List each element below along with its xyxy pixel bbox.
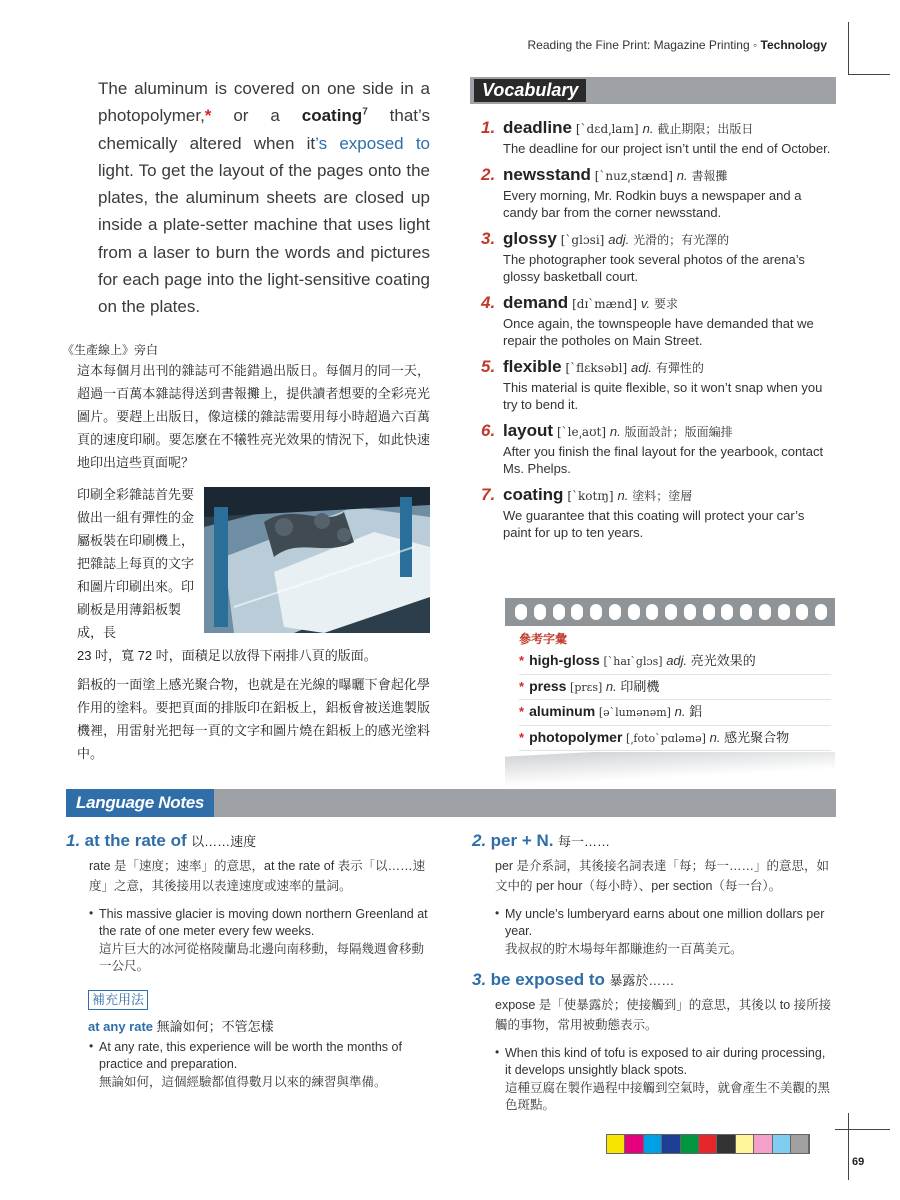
- running-head-section: Technology: [760, 38, 827, 52]
- color-swatch: [607, 1135, 625, 1153]
- vocab-number: 7.: [481, 485, 496, 504]
- note-2-heading: [472, 831, 610, 851]
- vocab-number: 1.: [481, 118, 496, 137]
- note-term-zh: 以……速度: [191, 834, 257, 849]
- color-swatch: [681, 1135, 699, 1153]
- color-swatch: [699, 1135, 717, 1153]
- note-number: 1.: [66, 831, 81, 850]
- running-head: [528, 38, 828, 52]
- vocab-word: glossy: [503, 229, 557, 248]
- ref-phonetic: [prɛs]: [570, 680, 603, 694]
- crop-mark-bottom-h: [835, 1129, 890, 1130]
- printing-press-illustration: [204, 487, 430, 633]
- vocabulary-list: [481, 117, 836, 548]
- ref-word: photopolymer: [529, 728, 623, 745]
- crop-mark-bottom-v: [848, 1113, 849, 1180]
- main-text-4: light. To get the layout of the pages onto the plates, the aluminum sheets are closed up inside a plate-setter machine that uses light from a laser to burn the words and pictures for each page into the light-sensitive coating on the plates.: [98, 160, 430, 317]
- vocab-definition: 要求: [653, 297, 678, 311]
- note-1-explanation: rate 是「速度；速率」的意思，at the rate of 表示「以……速度」之意，其後接用以表達速度或速率的量詞。: [89, 859, 426, 893]
- vocab-phonetic: [ˋdɛd͵laɪn]: [575, 122, 639, 136]
- supplement-example-zh: 無論如何，這個經驗都值得數月以來的練習與準備。: [99, 1075, 387, 1089]
- vocab-pos: adj.: [608, 232, 630, 247]
- reference-vocab-title: 參考字彙: [519, 632, 568, 646]
- vocab-phonetic: [ˋnuz͵stænd]: [594, 169, 673, 183]
- ref-phonetic: [ˋhaɪˋglɔs]: [603, 655, 663, 668]
- vocab-pos: n.: [642, 121, 654, 136]
- vocab-definition: 版面設計；版面編排: [624, 425, 733, 439]
- bullet-icon: •: [89, 1039, 94, 1053]
- language-note-highlight: ’s exposed to: [315, 133, 430, 153]
- running-head-title: Reading the Fine Print: Magazine Printing: [527, 38, 750, 52]
- bullet-icon: •: [495, 906, 500, 920]
- color-swatch: [754, 1135, 772, 1153]
- vocab-word: demand: [503, 293, 569, 312]
- ref-definition: 亮光效果的: [690, 653, 756, 668]
- note-1-heading: [66, 831, 256, 851]
- language-notes-title: Language Notes: [66, 789, 214, 817]
- translation-paragraph-1: 這本每個月出刊的雜誌可不能錯過出版日。每個月的同一天，超過一百萬本雜誌得送到書報攤上，提供讀者想要的全彩亮光圖片。要趕上出版日，像這樣的雜誌需要用每小時超過六百萬頁的速度印刷。要怎麼在不犧牲亮光效果的情況下，如此快速地印出這些頁面呢？: [77, 363, 430, 470]
- ref-word: press: [529, 677, 567, 694]
- ref-phonetic: [əˋlumənəm]: [598, 706, 671, 719]
- vocab-word: coating: [503, 485, 564, 504]
- color-swatch: [662, 1135, 680, 1153]
- supplement-example-en: At any rate, this experience will be worth the months of practice and preparation.: [99, 1040, 402, 1071]
- vocab-item: [481, 484, 836, 541]
- note-3-example-en: When this kind of tofu is exposed to air during processing, it develops unsightly black spots.: [505, 1046, 826, 1077]
- reference-asterisk: *: [204, 106, 212, 126]
- note-term-zh: 每一……: [557, 834, 610, 849]
- vocab-pos: n.: [609, 424, 621, 439]
- ref-word: high-gloss: [529, 652, 600, 668]
- note-term: at the rate of: [84, 831, 187, 850]
- vocab-word: layout: [503, 421, 554, 440]
- supplement-label: 補充用法: [88, 990, 148, 1010]
- bullet-icon: •: [495, 1045, 500, 1059]
- color-swatch: [773, 1135, 791, 1153]
- printing-press-photo: [204, 487, 430, 633]
- vocab-pos: adj.: [631, 360, 652, 375]
- note-term: be exposed to: [490, 970, 605, 989]
- vocabulary-title: Vocabulary: [474, 79, 586, 102]
- vocab-item: [481, 117, 836, 157]
- ref-definition: 印刷機: [620, 678, 660, 694]
- vocab-phonetic: [ˋle͵aʊt]: [556, 425, 607, 439]
- vocab-highlight-coating: coating: [301, 106, 363, 126]
- vocab-number: 2.: [481, 165, 496, 184]
- vocab-definition: 光滑的；有光澤的: [633, 233, 730, 247]
- vocab-item: [481, 420, 836, 477]
- vocab-superscript: 7: [362, 106, 368, 118]
- translation-paragraph-3: 鋁板的一面塗上感光聚合物，也就是在光線的曝曬下會起化學作用的塗料。要把頁面的排版印在鋁板上，鋁板會被送進製版機裡，用雷射光把每一頁的文字和圖片燒在鋁板上的感光塗料中。: [77, 677, 430, 761]
- star-icon: *: [519, 729, 525, 745]
- vocab-example: Every morning, Mr. Rodkin buys a newspaper and a candy bar from the corner newsstand.: [503, 188, 802, 220]
- ref-definition: 鋁: [689, 704, 703, 719]
- crop-mark-top-h: [848, 74, 890, 75]
- star-icon: *: [519, 704, 525, 719]
- note-1-example-en: This massive glacier is moving down northern Greenland at the rate of one meter every few weeks.: [99, 907, 428, 938]
- vocab-number: 6.: [481, 421, 496, 440]
- note-3-heading: [472, 970, 674, 990]
- vocab-pos: n.: [676, 168, 688, 183]
- main-text-1: The aluminum is covered on one side in a photopolymer,: [98, 79, 430, 126]
- star-icon: *: [519, 678, 525, 694]
- vocab-example: After you finish the final layout for the yearbook, contact Ms. Phelps.: [503, 444, 824, 476]
- vocab-phonetic: [ˋglɔsi]: [560, 233, 605, 247]
- vocab-definition: 書報攤: [691, 169, 728, 183]
- star-icon: *: [519, 653, 525, 668]
- note-number: 2.: [472, 831, 487, 850]
- color-swatch: [717, 1135, 735, 1153]
- vocab-number: 3.: [481, 229, 496, 248]
- vocab-item: [481, 292, 836, 349]
- note-2-explanation: per 是介系詞，其後接名詞表達「每；每一……」的意思，如文中的 per hour（每小時）、per section（每一台）。: [495, 859, 830, 893]
- reference-vocab-item: [519, 675, 831, 701]
- vocab-phonetic: [dɪˋmænd]: [572, 297, 638, 311]
- ref-pos: n.: [709, 729, 721, 745]
- vocab-word: deadline: [503, 118, 572, 137]
- ref-word: aluminum: [529, 703, 596, 719]
- reference-vocab-item: [519, 726, 831, 752]
- note-2-example-zh: 我叔叔的貯木場每年都賺進約一百萬美元。: [505, 942, 743, 956]
- vocab-pos: n.: [617, 488, 629, 503]
- color-swatch: [625, 1135, 643, 1153]
- vocab-definition: 有彈性的: [655, 361, 704, 375]
- bullet-icon: •: [89, 906, 94, 920]
- vocab-phonetic: [ˋflɛksəbl]: [565, 361, 628, 375]
- note-number: 3.: [472, 970, 487, 989]
- note-2-example-en: My uncle’s lumberyard earns about one million dollars per year.: [505, 907, 825, 938]
- vocab-item: [481, 228, 836, 285]
- supplement-term: [88, 1016, 274, 1035]
- vocab-number: 4.: [481, 293, 496, 312]
- translation-paragraph-2-cont: 23 吋，寬 72 吋，面積足以放得下兩排八頁的版面。: [77, 648, 377, 663]
- color-swatch: [791, 1135, 809, 1153]
- vocab-item: [481, 164, 836, 221]
- note-1-example-zh: 這片巨大的冰河從格陵蘭島北邊向南移動，每隔幾週會移動一公尺。: [99, 942, 425, 973]
- vocab-definition: 塗料；塗層: [632, 489, 693, 503]
- note-3-explanation: expose 是「使暴露於；使接觸到」的意思，其後以 to 接所接觸的事物，常用被動態表示。: [495, 998, 832, 1032]
- vocab-number: 5.: [481, 357, 496, 376]
- vocab-word: newsstand: [503, 165, 591, 184]
- ref-pos: adj.: [666, 653, 688, 668]
- vocab-example: Once again, the townspeople have demanded that we repair the potholes on Main Street.: [503, 316, 814, 348]
- ref-definition: 感光聚合物: [724, 729, 790, 745]
- vocab-example: The deadline for our project isn’t until the end of October.: [503, 141, 831, 156]
- note-3-example-zh: 這種豆腐在製作過程中接觸到空氣時，就會產生不美觀的黑色斑點。: [505, 1081, 831, 1112]
- ref-pos: n.: [605, 678, 617, 694]
- vocab-word: flexible: [503, 357, 562, 376]
- main-paragraph: [98, 75, 430, 321]
- vocab-item: [481, 356, 836, 413]
- main-text-2: or a: [211, 106, 302, 126]
- color-swatch: [736, 1135, 754, 1153]
- translation-paragraph-2: 印刷全彩雜誌首先要做出一組有彈性的金屬板裝在印刷機上，把雜誌上每頁的文字和圖片印刷出來。印刷板是用薄鋁板製成，長: [77, 487, 195, 640]
- ref-pos: n.: [674, 704, 686, 719]
- translation-heading: 《生產線上》旁白: [62, 343, 159, 357]
- crop-mark-top-v: [848, 22, 849, 74]
- running-head-separator: ◦: [749, 38, 761, 52]
- vocab-definition: 截止期限；出版日: [657, 122, 754, 136]
- binding-holes: [515, 604, 827, 620]
- color-swatch: [644, 1135, 662, 1153]
- vocab-phonetic: [ˋkotɪŋ]: [567, 489, 614, 503]
- reference-vocab-box: [505, 598, 835, 778]
- color-registration-bar: [606, 1134, 810, 1154]
- vocab-example: We guarantee that this coating will protect your car’s paint for up to ten years.: [503, 508, 805, 540]
- supplement-phrase: at any rate: [88, 1019, 154, 1034]
- reference-vocab-list: [519, 649, 831, 751]
- reference-vocab-item: [519, 700, 831, 726]
- notebook-binding: [505, 598, 835, 626]
- page-number: 69: [852, 1156, 865, 1168]
- vocab-example: The photographer took several photos of the arena’s glossy basketball court.: [503, 252, 805, 284]
- note-term-zh: 暴露於……: [609, 973, 675, 988]
- ref-phonetic: [͵fotoˋpɑləmə]: [626, 731, 706, 745]
- main-text-3: that’s chemically altered when it: [98, 106, 430, 153]
- note-term: per + N.: [490, 831, 554, 850]
- reference-vocab-item: [519, 649, 831, 675]
- vocab-example: This material is quite flexible, so it won’t snap when you try to bend it.: [503, 380, 823, 412]
- supplement-meaning: 無論如何；不管怎樣: [156, 1019, 274, 1034]
- vocab-pos: v.: [640, 296, 651, 311]
